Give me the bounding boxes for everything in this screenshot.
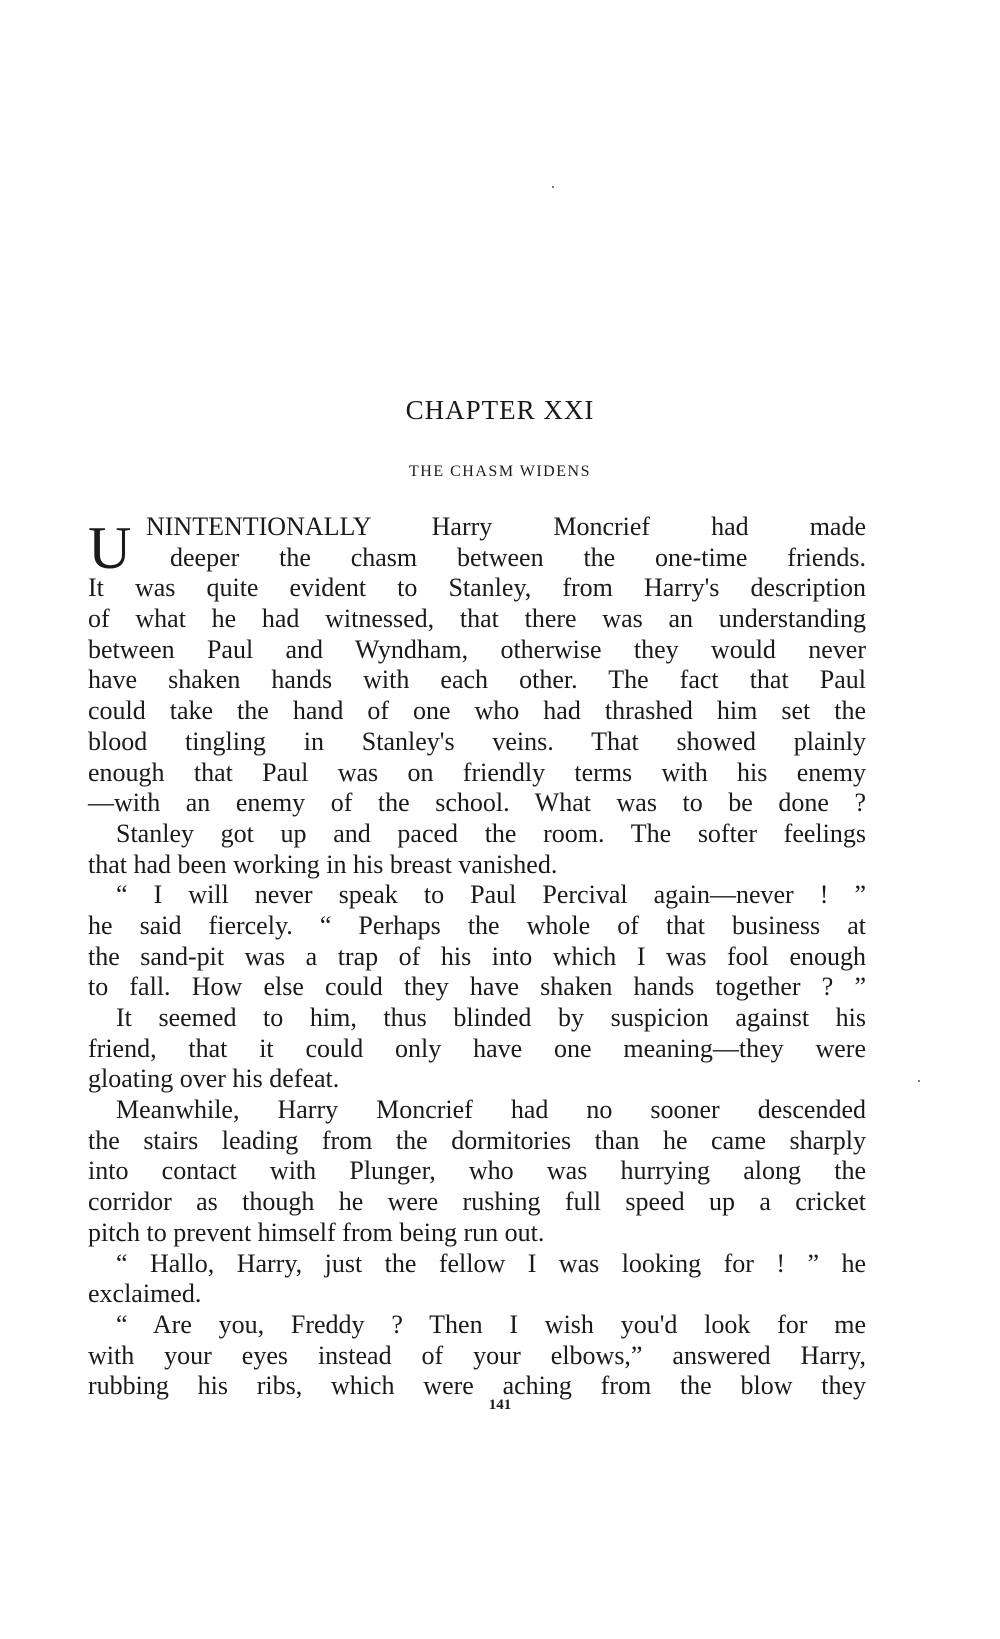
text-line: the stairs leading from the dormitories than he came sharply xyxy=(88,1125,866,1155)
text-line: deeper the chasm between the one-time friends. xyxy=(170,542,866,572)
text-line: Stanley got up and paced the room. The softer feelings xyxy=(116,818,866,848)
text-line: exclaimed. xyxy=(88,1279,202,1309)
chapter-title: CHAPTER XXI xyxy=(405,395,595,425)
text-line: of what he had witnessed, that there was an understanding xyxy=(88,604,866,634)
print-speck xyxy=(918,1080,920,1082)
text-line: corridor as though he were rushing full speed up a cricket xyxy=(88,1187,866,1217)
text-line: NINTENTIONALLY Harry Moncrief had made xyxy=(146,512,866,541)
page-number: 141 xyxy=(488,1397,512,1413)
body-text xyxy=(88,512,866,1402)
text-line: gloating over his defeat. xyxy=(88,1064,340,1094)
text-line: with your eyes instead of your elbows,” answered Harry, xyxy=(88,1340,866,1370)
text-line: into contact with Plunger, who was hurrying along the xyxy=(88,1156,866,1186)
text-line: that had been working in his breast vanished. xyxy=(88,849,558,879)
text-line: to fall. How else could they have shaken hands together ? ” xyxy=(88,972,866,1002)
chapter-subtitle: THE CHASM WIDENS xyxy=(409,463,591,480)
text-line: blood tingling in Stanley's veins. That showed plainly xyxy=(88,726,866,756)
text-line: “ Hallo, Harry, just the fellow I was looking for ! ” he xyxy=(116,1248,866,1278)
text-line: It was quite evident to Stanley, from Harry's description xyxy=(88,573,866,603)
text-line: “ I will never speak to Paul Percival again—never ! ” xyxy=(116,880,866,910)
text-line: he said fiercely. “ Perhaps the whole of that business at xyxy=(88,910,866,940)
text-line: Meanwhile, Harry Moncrief had no sooner descended xyxy=(116,1095,866,1125)
text-line: the sand-pit was a trap of his into which I was fool enough xyxy=(88,941,866,971)
text-line: —with an enemy of the school. What was to be done ? xyxy=(88,788,866,818)
text-line: pitch to prevent himself from being run out. xyxy=(88,1217,545,1247)
text-line: have shaken hands with each other. The fact that Paul xyxy=(88,665,866,695)
text-line: It seemed to him, thus blinded by suspicion against his xyxy=(116,1003,866,1032)
text-line: rubbing his ribs, which were aching from the blow they xyxy=(88,1371,866,1401)
text-line: between Paul and Wyndham, otherwise they would never xyxy=(88,634,866,664)
text-line: could take the hand of one who had thrashed him set the xyxy=(88,696,866,726)
text-line: friend, that it could only have one meaning—they were xyxy=(88,1033,866,1063)
drop-cap: U xyxy=(88,515,132,581)
print-speck xyxy=(552,186,554,188)
text-line: enough that Paul was on friendly terms with his enemy xyxy=(88,757,866,787)
text-line: “ Are you, Freddy ? Then I wish you'd look for me xyxy=(116,1309,866,1339)
